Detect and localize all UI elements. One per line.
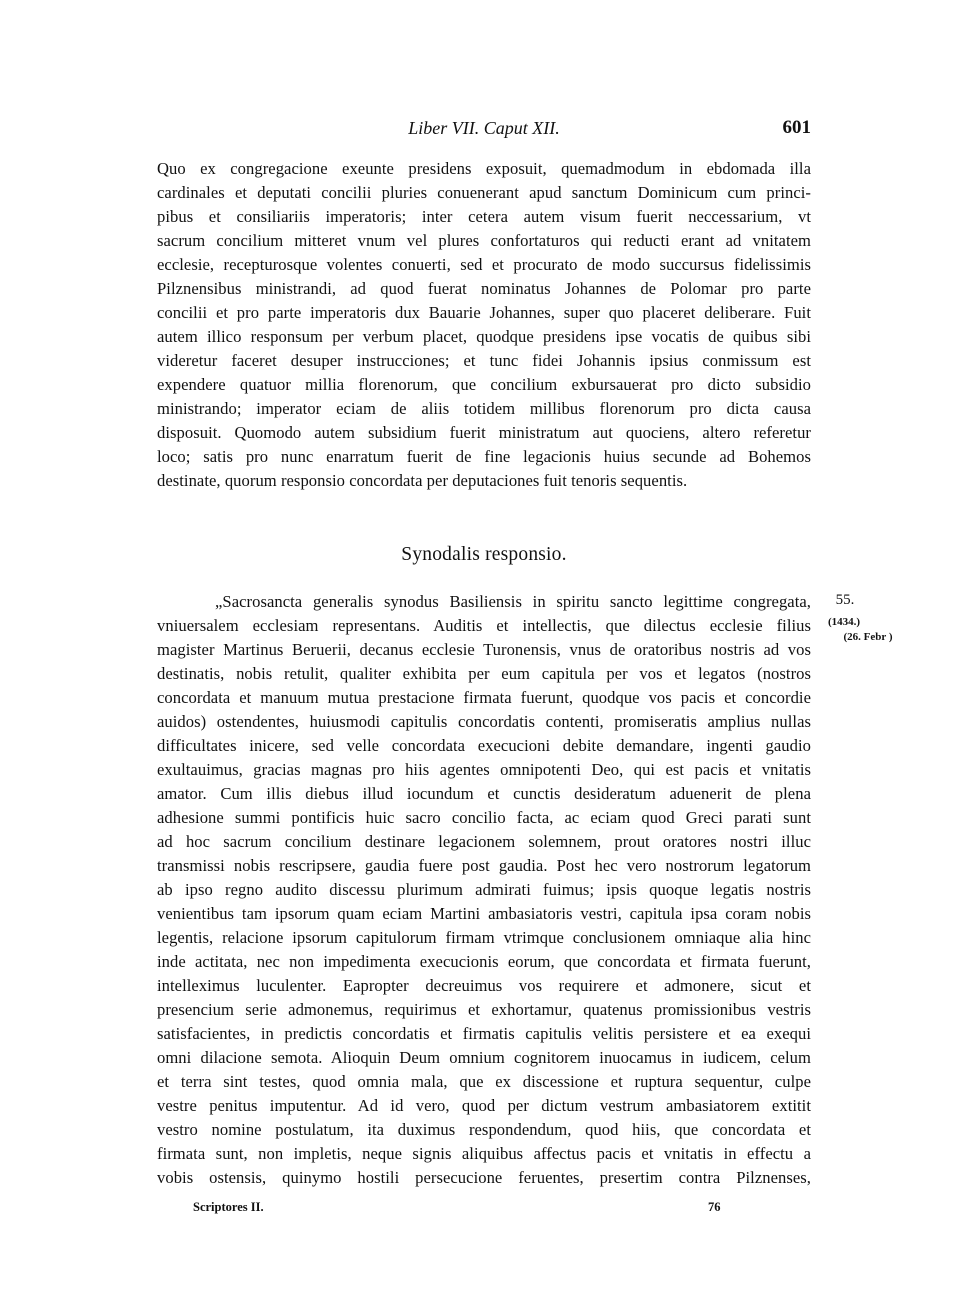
text-line: Quo ex congregacione exeunte presidens exposuit, quemadmodum in ebdomada illa bbox=[157, 159, 811, 178]
text-line: vestre penitus imputentur. Ad id vero, quod per dictum vestrum ambasiatorem extitit bbox=[157, 1096, 811, 1115]
text-line: Pilznensibus ministrandi, ad quod fuerat nominatus Johannes de Polomar pro parte bbox=[157, 279, 811, 298]
section-heading: Synodalis responsio. bbox=[401, 544, 567, 565]
text-line: cardinales et deputati concilii pluries conuenerant apud sanctum Dominicum cum princi- bbox=[157, 183, 811, 202]
text-line: vniuersalem ecclesiam representans. Auditis et intellectis, que dilectus ecclesie filius bbox=[157, 616, 811, 635]
text-line: ecclesie, recepturosque volentes conuerti, sed et procurato de modo succursus fidelissimis bbox=[157, 255, 811, 274]
text-line: videretur faceret desuper instrucciones; et tunc fidei Johannis ipsius conmissum est bbox=[157, 351, 811, 370]
text-line: concilii et pro parte imperatoris dux Bauarie Johannes, super quo placeret deliberare. Fuit bbox=[157, 303, 811, 322]
text-line: presencium serie admonemus, requirimus et exhortamur, quatenus promissionibus vestris bbox=[157, 1000, 811, 1019]
text-line: destinatis, nobis retulit, qualiter exhibita per eum capitula per vos et legatos (nostros bbox=[157, 664, 811, 683]
document-number: 55. bbox=[835, 592, 855, 608]
text-line: legentis, relacione ipsorum capitulorum firmam vtrimque conclusionem omniaque alia hinc bbox=[157, 928, 811, 947]
text-line: firmata sunt, non impletis, neque signis aliquibus affectus pacis et vnitatis in effectu a bbox=[157, 1144, 811, 1163]
text-line: exultauimus, gracias magnas pro hiis agentes omnipotenti Deo, qui est pacis et vnitatis bbox=[157, 760, 811, 779]
text-line: difficultates inicere, sed velle concordata execucioni debite demandare, ingenti gaudio bbox=[157, 736, 811, 755]
text-line: loco; satis pro nunc enarratum fuerit de fine legacionis huius secunde ad Bohemos bbox=[157, 447, 811, 466]
text-line: auidos) ostendentes, huiusmodi capitulis concordatis contenti, promiseratis amplius nullas bbox=[157, 712, 811, 731]
text-line: vobis ostensis, quinymo hostili persecucione feruentes, presertim contra Pilznenses, bbox=[157, 1168, 811, 1187]
document-date: (26. Febr ) bbox=[843, 631, 893, 643]
text-line: amator. Cum illis diebus illud iocundum et cunctis desideratum aduenerit de plena bbox=[157, 784, 811, 803]
text-line: „Sacrosancta generalis synodus Basiliensis in spiritu sancto legittime congregata, bbox=[215, 592, 811, 611]
running-title: Liber VII. Caput XII. bbox=[408, 118, 560, 138]
text-line: omni dilacione semota. Alioquin Deum omnium cognitorem inuocamus in iudicem, celum bbox=[157, 1048, 811, 1067]
text-line: satisfacientes, in predictis concordatis et firmatis capitulis velitis persistere et ea exequi bbox=[157, 1024, 811, 1043]
text-line: autem illico responsum per verbum placet, quodque presidens ipse vocatis de quibus sibi bbox=[157, 327, 811, 346]
text-line: transmissi nobis rescripsere, gaudia fuere post gaudia. Post hec vero nostrorum legatorum bbox=[157, 856, 811, 875]
text-line: destinate, quorum responsio concordata per deputaciones fuit tenoris sequentis. bbox=[157, 471, 688, 490]
text-line: concordata et manuum mutua prestacione firmata fuerunt, quodque vos pacis et concordie bbox=[157, 688, 811, 707]
text-line: sacrum concilium mitteret vnum vel plures confortaturos qui reducti erant ad vnitatem bbox=[157, 231, 811, 250]
footer-signature: 76 bbox=[708, 1200, 721, 1214]
running-head bbox=[157, 118, 811, 144]
text-line: expendere quatuor millia florenorum, que concilium exbursauerat pro dicto subsidio bbox=[157, 375, 811, 394]
text-line: ad hoc sacrum concilium destinare legacionem solemnem, prout oratores nostri illuc bbox=[157, 832, 811, 851]
text-line: venientibus tam ipsorum quam eciam Martini ambasiatoris vestri, capitula ipsa coram nobis bbox=[157, 904, 811, 923]
text-line: et terra sint testes, quod omnia mala, que ex discessione et ruptura sequentur, culpe bbox=[157, 1072, 811, 1091]
text-line: pibus et consiliariis imperatoris; inter cetera autem visum fuerit neccessarium, vt bbox=[157, 207, 811, 226]
text-line: magister Martinus Beruerii, decanus ecclesie Turonensis, vnus de oratoribus nostris ad vos bbox=[157, 640, 811, 659]
document-year: (1434.) bbox=[827, 616, 861, 628]
text-line: ab ipso regno audito discessu plurimum admirati fuimus; ipsis quoque legatis nostris bbox=[157, 880, 811, 899]
text-line: adhesione summi pontificis huic sacro concilio facta, ac eciam quod Greci parati sunt bbox=[157, 808, 811, 827]
text-line: intelleximus luculenter. Eapropter decreuimus vos requirere et admonere, sicut et bbox=[157, 976, 811, 995]
footer-series-title: Scriptores II. bbox=[193, 1200, 264, 1214]
page-number: 601 bbox=[782, 117, 811, 138]
text-line: ministrando; imperator eciam de aliis totidem millibus florenorum pro dicta causa bbox=[157, 399, 811, 418]
text-line: inde actitata, nec non impedimenta execucionis eorum, que concordata et firmata fuerunt, bbox=[157, 952, 811, 971]
text-line: disposuit. Quomodo autem subsidium fuerit ministratum aut quociens, altero referetur bbox=[157, 423, 811, 442]
text-line: vestro nomine postulatum, ita duximus respondendum, quod hiis, que concordata et bbox=[157, 1120, 811, 1139]
